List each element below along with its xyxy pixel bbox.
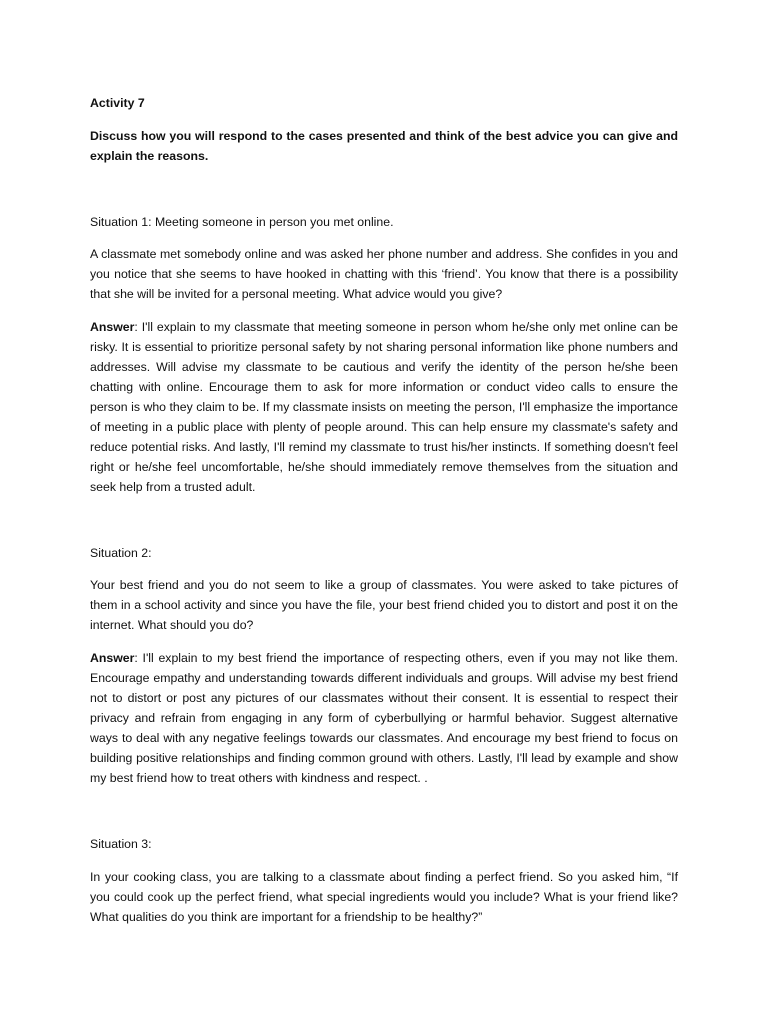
document-page — [90, 0, 678, 1024]
situation-1-title: Situation 1: Meeting someone in person you met online. — [90, 215, 394, 229]
situation-2-answer — [90, 648, 678, 788]
situation-2-answer-text: : I'll explain to my best friend the importance of respecting others, even if you may not like them. Encourage empathy and understanding towards different individuals and groups. Will advise my best friend not to distort or post any pictures of our classmates without their consent. It is essential to respect their privacy and refrain from engaging in any form of cyberbullying or harmful behavior. Suggest alternative ways to deal with any negative feelings towards our classmates. And encourage my best friend to focus on building positive relationships and finding common ground with others. Lastly, I'll lead by example and show my best friend how to treat others with kindness and respect. . — [90, 651, 678, 785]
answer-label: Answer — [90, 320, 135, 334]
situation-2-title: Situation 2: — [90, 546, 152, 560]
situation-1-answer-text: : I'll explain to my classmate that meeting someone in person whom he/she only met online can be risky. It is essential to prioritize personal safety by not sharing personal information like phone numbers and addresses. Will advise my classmate to be cautious and verify the identity of the person he/she been chatting with online. Encourage them to ask for more information or conduct video calls to ensure the person is who they claim to be. If my classmate insists on meeting the person, I'll emphasize the importance of meeting in a public place with plenty of people around. This can help ensure my classmate's safety and reduce potential risks. And lastly, I'll remind my classmate to trust his/her instincts. If something doesn't feel right or he/she feel uncomfortable, he/she should immediately remove themselves from the situation and seek help from a trusted adult. — [90, 320, 678, 494]
situation-3-title: Situation 3: — [90, 837, 152, 851]
activity-title: Activity 7 — [90, 96, 145, 110]
situation-3-case: In your cooking class, you are talking to a classmate about finding a perfect friend. So you asked him, “If you could cook up the perfect friend, what special ingredients would you include? What is your friend like? What qualities do you think are important for a friendship to be healthy?” — [90, 870, 678, 924]
situation-1-answer — [90, 317, 678, 497]
situation-2-case: Your best friend and you do not seem to like a group of classmates. You were asked to take pictures of them in a school activity and since you have the file, your best friend chided you to distort and post it on the internet. What should you do? — [90, 578, 678, 632]
answer-label: Answer — [90, 651, 135, 665]
instruction-text: Discuss how you will respond to the cases presented and think of the best advice you can give and explain the reasons. — [90, 129, 678, 163]
situation-1-case: A classmate met somebody online and was asked her phone number and address. She confides in you and you notice that she seems to have hooked in chatting with this ‘friend’. You know that there is a possibility that she will be invited for a personal meeting. What advice would you give? — [90, 247, 678, 301]
